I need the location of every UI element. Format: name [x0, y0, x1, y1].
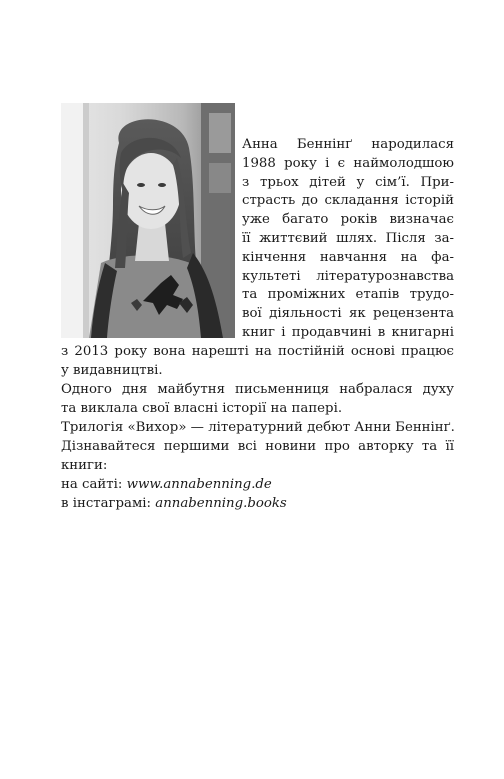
bio-line: культеті літературознавства: [242, 268, 454, 284]
bio-line: її життєвий шлях. Після за-: [242, 230, 454, 246]
bio-line: книг і продавчині в книгарні: [242, 324, 454, 340]
bio-line: 1988 року і є наймолодшою: [242, 155, 454, 171]
bio-line: у видавництві.: [61, 362, 163, 378]
website-link[interactable]: www.annabenning.de: [126, 477, 272, 492]
author-photo: [61, 103, 235, 338]
bio-line: та проміжних етапів трудо-: [242, 287, 454, 303]
paragraph-line: Дізнавайтеся першими всі новини про авторку та її: [61, 439, 454, 454]
paragraph-line: Одного дня майбутня письменниця набралася духу: [61, 382, 454, 397]
bio-line: вої діяльності як рецензента: [242, 306, 454, 322]
bio-line: з 2013 року вона нарешті на постійній основі працює: [61, 344, 454, 359]
bio-line: Анна Беннінґ народилася: [242, 137, 454, 152]
paragraph-line: та виклала свої власні історії на папері.: [61, 400, 343, 416]
bio-line: кінчення навчання на фа-: [242, 249, 454, 265]
instagram-line: [61, 495, 454, 514]
paragraph-writing-start: [61, 381, 454, 419]
website-label: на сайті:: [61, 477, 127, 492]
bio-text-continued: [61, 343, 454, 381]
instagram-label: в інстаграмі:: [61, 496, 156, 511]
website-line: [61, 476, 454, 495]
bio-line: уже багато років визначає: [242, 212, 454, 228]
instagram-handle[interactable]: annabenning.books: [155, 496, 287, 511]
paragraph-line: книги:: [61, 457, 108, 473]
paragraph-news: [61, 438, 454, 476]
bio-line: з трьох дітей у сім’ї. При-: [242, 174, 454, 190]
bio-text-beside-photo: [242, 136, 454, 343]
author-portrait-image: [61, 103, 235, 338]
paragraph-trilogy: [61, 419, 454, 438]
paragraph-line: Трилогія «Вихор» — літературний дебют Анни Беннінґ.: [61, 420, 455, 435]
bio-line: страсть до складання історій: [242, 193, 454, 209]
